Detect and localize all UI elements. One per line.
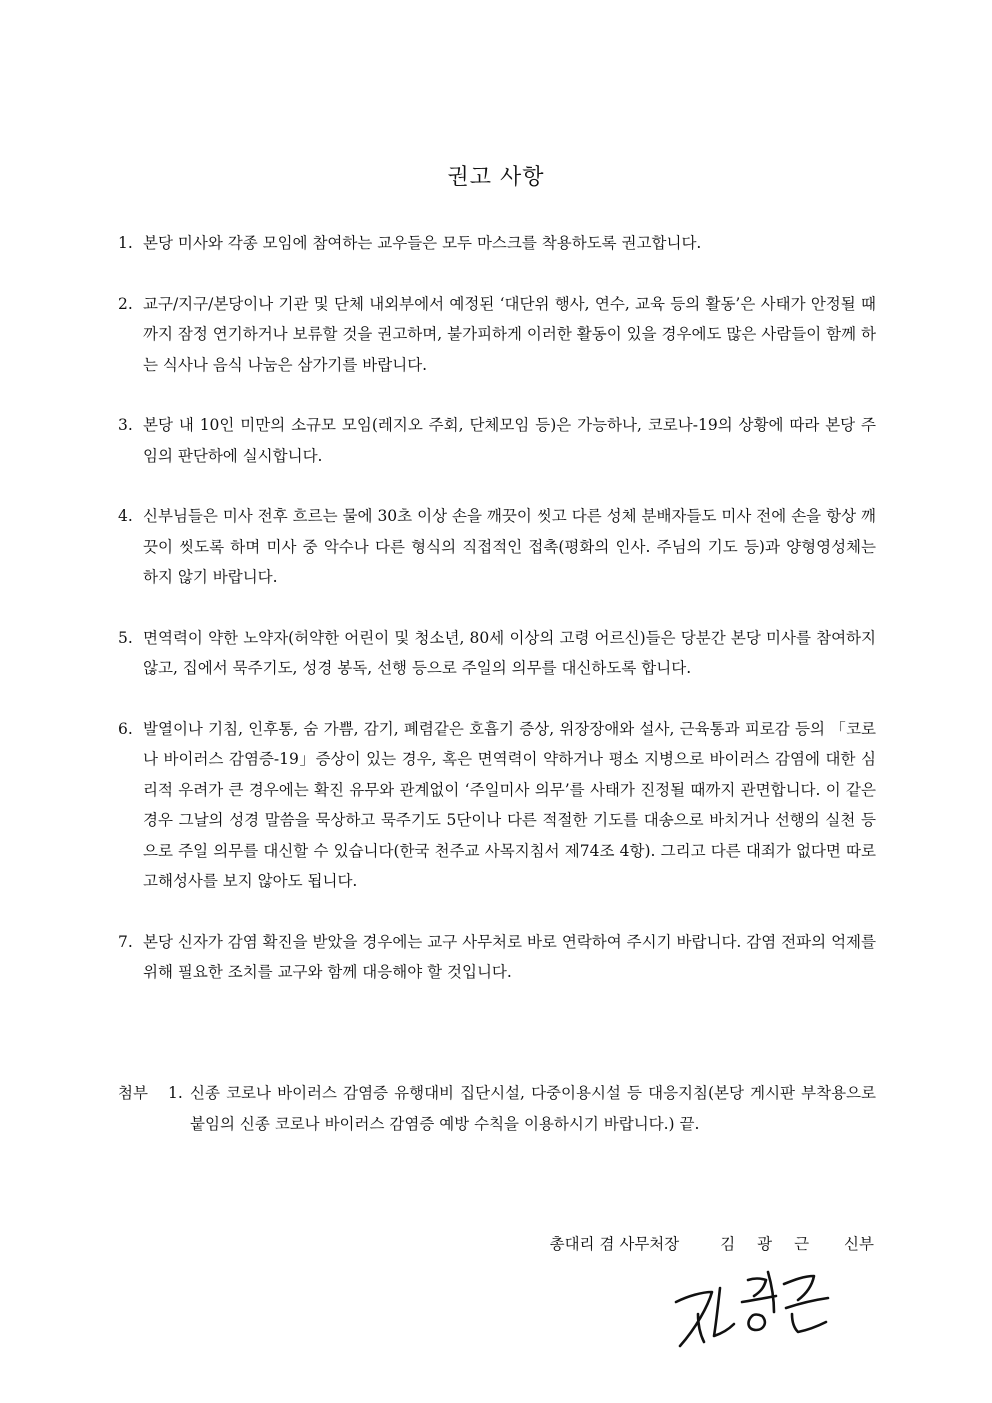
item-text: 본당 내 10인 미만의 소규모 모임(레지오 주회, 단체모임 등)은 가능하나, 코로나-19의 상황에 따라 본당 주임의 판단하에 실시합니다. xyxy=(143,416,876,465)
list-item xyxy=(118,623,876,684)
item-text: 발열이나 기침, 인후통, 숨 가쁨, 감기, 폐렴같은 호흡기 증상, 위장장애와 설사, 근육통과 피로감 등의 「코로나 바이러스 감염증-19」증상이 있는 경우, 혹은 면역력이 약하거나 평소 지병으로 바이러스 감염에 대한 심리적 우려가 큰 경우에는 확진 유무와 관계없이 ‘주일미사 의무’를 사태가 진정될 때까지 관면합니다. 이 같은 경우 그날의 성경 말씀을 묵상하고 묵주기도 5단이나 다른 적절한 기도를 대송으로 바치거나 선행의 실천 등으로 주일 의무를 대신할 수 있습니다(한국 천주교 사목지침서 제74조 4항). 그리고 다른 대죄가 없다면 따로 고해성사를 보지 않아도 됩니다. xyxy=(143,719,876,890)
item-number: 2. xyxy=(118,294,133,313)
attachment-note xyxy=(118,1078,876,1139)
list-item xyxy=(118,927,876,988)
item-number: 5. xyxy=(118,628,133,647)
attachment-text: 신종 코로나 바이러스 감염증 유행대비 집단시설, 다중이용시설 등 대응지침(본당 게시판 부착용으로 붙임의 신종 코로나 바이러스 감염증 예방 수칙을 이용하시기 바랍니다.) 끝. xyxy=(190,1084,876,1133)
item-number: 4. xyxy=(118,507,133,525)
signer-name: 김광근 xyxy=(720,1235,832,1253)
item-number: 1. xyxy=(118,234,133,252)
item-number: 3. xyxy=(118,416,133,434)
recommendation-list xyxy=(118,228,876,1018)
item-text: 본당 신자가 감염 확진을 받았을 경우에는 교구 사무처로 바로 연락하여 주시기 바랍니다. 감염 전파의 억제를 위해 필요한 조치를 교구와 함께 대응해야 할 것입니다. xyxy=(143,932,876,981)
signer-title: 신부 xyxy=(844,1235,874,1253)
item-number: 6. xyxy=(118,719,133,738)
item-text: 본당 미사와 각종 모임에 참여하는 교우들은 모두 마스크를 착용하도록 권고합니다. xyxy=(143,234,702,252)
item-number: 7. xyxy=(118,932,133,951)
item-text: 신부님들은 미사 전후 흐르는 물에 30초 이상 손을 깨끗이 씻고 다른 성체 분배자들도 미사 전에 손을 항상 깨끗이 씻도록 하며 미사 중 악수나 다른 형식의 직접적인 접촉(평화의 인사. 주님의 기도 등)과 양형영성체는 하지 않기 바랍니다. xyxy=(143,507,876,586)
list-item xyxy=(118,714,876,897)
list-item xyxy=(118,228,876,259)
handwritten-signature xyxy=(668,1262,840,1352)
attachment-content xyxy=(118,1078,876,1139)
item-text: 면역력이 약한 노약자(허약한 어린이 및 청소년, 80세 이상의 고령 어르신)들은 당분간 본당 미사를 참여하지 않고, 집에서 묵주기도, 성경 봉독, 선행 등으로 주일의 의무를 대신하도록 합니다. xyxy=(143,628,876,677)
signature-line xyxy=(550,1232,874,1254)
list-item xyxy=(118,289,876,381)
attachment-label: 첨부 xyxy=(118,1084,148,1102)
attachment-number: 1. xyxy=(168,1084,183,1102)
item-text: 교구/지구/본당이나 기관 및 단체 내외부에서 예정된 ‘대단위 행사, 연수, 교육 등의 활동’은 사태가 안정될 때까지 잠정 연기하거나 보류할 것을 권고하며, 불가피하게 이러한 활동이 있을 경우에도 많은 사람들이 함께 하는 식사나 음식 나눔은 삼가기를 바랍니다. xyxy=(143,294,876,374)
list-item xyxy=(118,501,876,593)
list-item xyxy=(118,410,876,471)
signer-role: 총대리 겸 사무처장 xyxy=(549,1235,680,1253)
document-title: 권고 사항 xyxy=(447,165,545,190)
